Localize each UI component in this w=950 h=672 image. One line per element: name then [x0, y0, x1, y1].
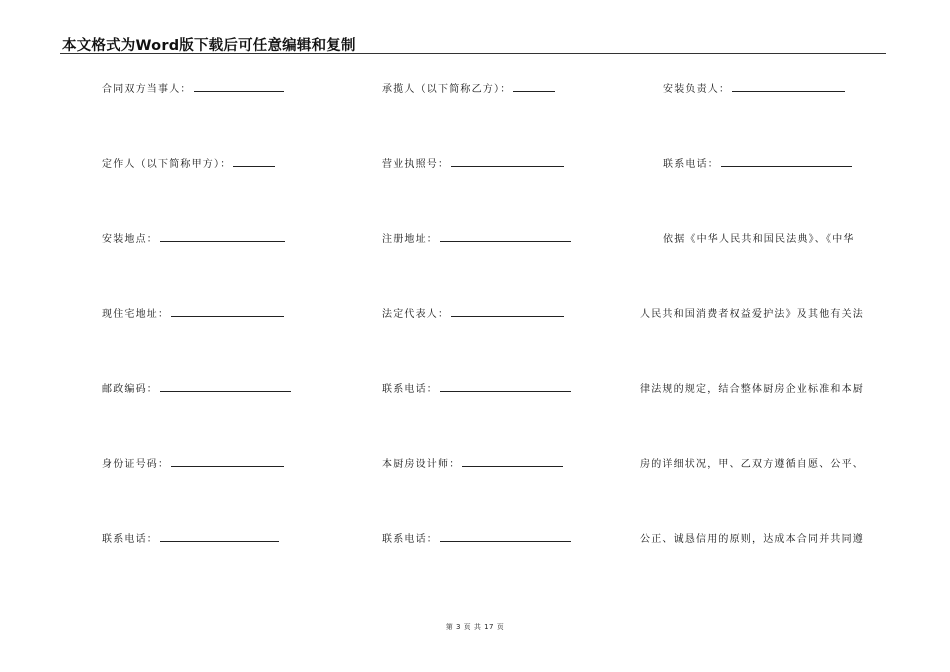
field-kitchen-designer	[382, 455, 563, 470]
fill-blank[interactable]	[194, 82, 284, 92]
field-label: 安装负责人：	[663, 84, 731, 95]
field-postal-code	[102, 380, 291, 395]
field-label: 联系电话：	[382, 384, 438, 395]
fill-blank[interactable]	[451, 157, 564, 167]
field-label: 邮政编码：	[102, 384, 158, 395]
paragraph-line: 房的详细状况，甲、乙双方遵循自愿、公平、	[640, 459, 864, 470]
fill-blank[interactable]	[160, 532, 279, 542]
fill-blank[interactable]	[171, 307, 284, 317]
field-party-a	[102, 155, 275, 170]
field-label: 营业执照号：	[382, 159, 450, 170]
field-label: 联系电话：	[663, 159, 719, 170]
field-label: 法定代表人：	[382, 309, 450, 320]
field-registered-address	[382, 230, 571, 245]
fill-blank[interactable]	[160, 382, 291, 392]
fill-blank[interactable]	[171, 457, 284, 467]
field-phone-b	[382, 380, 571, 395]
paragraph-line: 人民共和国消费者权益爱护法》及其他有关法	[640, 309, 864, 320]
fill-blank[interactable]	[440, 232, 571, 242]
field-install-manager	[663, 80, 845, 95]
fill-blank[interactable]	[160, 232, 285, 242]
field-label: 定作人（以下简称甲方）：	[102, 159, 232, 170]
fill-blank[interactable]	[462, 457, 563, 467]
fill-blank[interactable]	[233, 157, 275, 167]
fill-blank[interactable]	[721, 157, 852, 167]
paragraph-line: 依据《中华人民共和国民法典》、《中华	[663, 234, 855, 245]
field-label: 联系电话：	[382, 534, 438, 545]
field-label: 本厨房设计师：	[382, 459, 461, 470]
field-business-license	[382, 155, 564, 170]
field-id-number	[102, 455, 284, 470]
field-label: 现住宅地址：	[102, 309, 170, 320]
document-header-title: 本文格式为Word版下载后可任意编辑和复制	[62, 38, 356, 54]
field-label: 合同双方当事人：	[102, 84, 192, 95]
fill-blank[interactable]	[451, 307, 564, 317]
fill-blank[interactable]	[440, 532, 571, 542]
fill-blank[interactable]	[440, 382, 571, 392]
field-designer-phone	[382, 530, 571, 545]
page-number: 第 3 页 共 17 页	[445, 623, 505, 631]
header-rule	[60, 53, 886, 54]
field-label: 安装地点：	[102, 234, 158, 245]
fill-blank[interactable]	[732, 82, 845, 92]
fill-blank[interactable]	[513, 82, 555, 92]
field-contract-parties	[102, 80, 284, 95]
field-legal-representative	[382, 305, 564, 320]
field-party-b	[382, 80, 555, 95]
field-install-location	[102, 230, 285, 245]
paragraph-line: 公正、诚恳信用的原则，达成本合同并共同遵	[640, 534, 864, 545]
field-label: 身份证号码：	[102, 459, 170, 470]
field-manager-phone	[663, 155, 852, 170]
paragraph-line: 律法规的规定，结合整体厨房企业标准和本厨	[640, 384, 864, 395]
field-current-address	[102, 305, 284, 320]
field-phone-a	[102, 530, 279, 545]
field-label: 承揽人（以下简称乙方）：	[382, 84, 512, 95]
field-label: 联系电话：	[102, 534, 158, 545]
field-label: 注册地址：	[382, 234, 438, 245]
